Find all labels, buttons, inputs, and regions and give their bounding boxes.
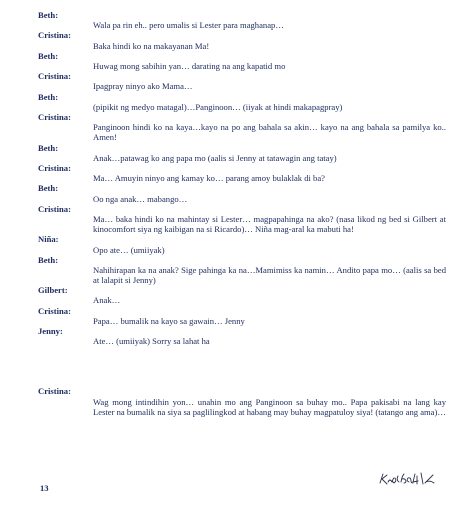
dialogue-line: Panginoon hindi ko na kaya…kayo na po ang bahala sa akin… kayo na ang bahala sa pamilya ko.. Amen! — [93, 122, 446, 143]
dialogue-line: Anak…patawag ko ang papa mo (aalis si Jenny at tatawagin ang tatay) — [93, 152, 337, 163]
dialogue-line: Wag mong intindihin yon… unahin mo ang Panginoon sa buhay mo.. Papa pakisabi na lang kay Lester na bumalik na siya sa paglilingkod at habang may buhay magpatuloy siya! (tatango ang ama)… — [93, 396, 446, 417]
dialogue-entry — [38, 183, 446, 203]
dialogue-line: Nahihirapan ka na anak? Sige pahinga ka na…Mamimiss ka namin… Andito papa mo… (aalis sa bed at lalapit si Jenny) — [93, 264, 446, 286]
dialogue-entry — [38, 71, 446, 91]
speaker-name: Beth: — [38, 183, 59, 194]
dialogue-line: Ipagpray ninyo ako Mama… — [93, 81, 193, 92]
speaker-name: Cristina: — [38, 203, 71, 214]
dialogue-line: Papa… bumalik na kayo sa gawain… Jenny — [93, 315, 245, 326]
speaker-name: Cristina: — [38, 386, 71, 397]
handwritten-signature — [378, 470, 440, 488]
speaker-name: Cristina: — [38, 162, 71, 173]
page-number: 13 — [40, 483, 49, 493]
dialogue-entry — [38, 234, 446, 254]
dialogue-entry — [38, 163, 446, 183]
dialogue-entry — [38, 143, 446, 163]
dialogue-line: Oo nga anak… mabango… — [93, 193, 188, 204]
dialogue-line: Ma… baka hindi ko na mahintay si Lester… magpapahinga na ako? (nasa likod ng bed si Gilbert at kinocomfort siya ng kaibigan na si Ricardo)… Niña mag-aral ka mabuti ha! — [93, 213, 446, 235]
dialogue-entry — [38, 112, 446, 143]
dialogue-line: Anak… — [93, 295, 121, 306]
speaker-name: Cristina: — [38, 71, 71, 82]
dialogue-line: Huwag mong sabihin yan… darating na ang kapatid mo — [93, 60, 286, 71]
speaker-name: Niña: — [38, 234, 59, 245]
dialogue-line: Wala pa rin eh.. pero umalis si Lester para maghanap… — [93, 20, 284, 31]
dialogue-entry-final — [38, 386, 446, 417]
dialogue-entry — [38, 92, 446, 112]
dialogue-entry — [38, 30, 446, 50]
dialogue-entry — [38, 204, 446, 235]
dialogue-entry — [38, 10, 446, 30]
speaker-name: Beth: — [38, 10, 59, 20]
speaker-name: Cristina: — [38, 30, 71, 41]
dialogue-line: Ate… (umiiyak) Sorry sa lahat ha — [93, 336, 210, 347]
dialogue-line: Baka hindi ko na makayanan Ma! — [93, 40, 210, 51]
dialogue-entry — [38, 285, 446, 305]
dialogue-line: (pipikit ng medyo matagal)…Panginoon… (iiyak at hindi makapagpray) — [93, 101, 343, 112]
dialogue-entry — [38, 306, 446, 326]
speaker-name: Beth: — [38, 142, 59, 153]
dialogue-entry — [38, 51, 446, 71]
speaker-name: Beth: — [38, 50, 59, 61]
speaker-name: Jenny: — [38, 326, 63, 337]
speaker-name: Gilbert: — [38, 285, 68, 296]
speaker-name: Cristina: — [38, 111, 71, 122]
blank-space — [38, 346, 446, 386]
dialogue-entry — [38, 255, 446, 286]
dialogue-entry — [38, 326, 446, 346]
speaker-name: Beth: — [38, 91, 59, 102]
dialogue-line: Opo ate… (umiiyak) — [93, 244, 165, 255]
dialogue-script — [38, 10, 446, 417]
speaker-name: Cristina: — [38, 305, 71, 316]
dialogue-line: Ma… Amuyin ninyo ang kamay ko… parang amoy bulaklak di ba? — [93, 173, 325, 184]
speaker-name: Beth: — [38, 254, 59, 265]
